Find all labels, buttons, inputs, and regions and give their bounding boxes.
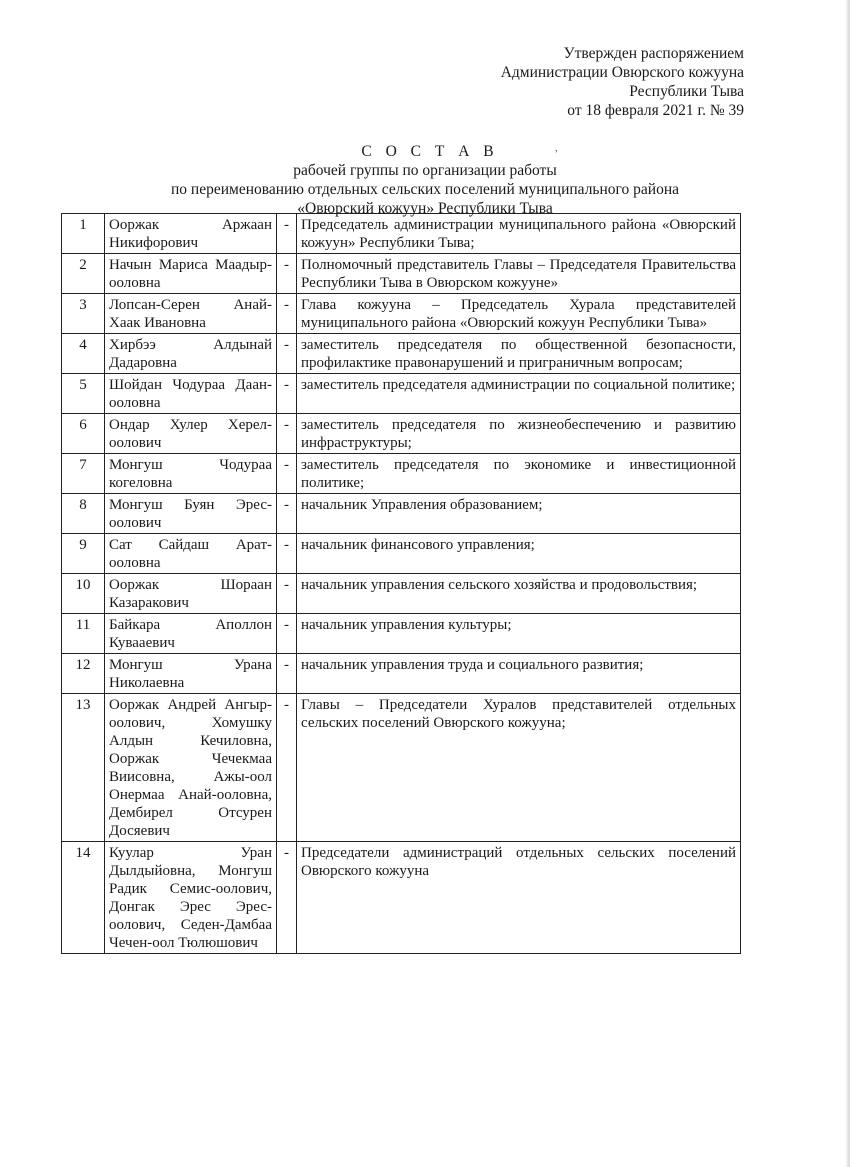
member-role: начальник управления труда и социального развития;	[297, 654, 741, 694]
member-role: Глава кожууна – Председатель Хурала представителей муниципального района «Овюрский кожуун Республики Тыва»	[297, 294, 741, 334]
member-role: Председатель администрации муниципального района «Овюрский кожуун» Республики Тыва;	[297, 214, 741, 254]
member-number: 4	[62, 334, 105, 374]
member-dash: -	[277, 454, 297, 494]
member-number: 2	[62, 254, 105, 294]
member-number: 13	[62, 694, 105, 842]
member-dash: -	[277, 294, 297, 334]
member-role: заместитель председателя администрации по социальной политике;	[297, 374, 741, 414]
member-dash: -	[277, 414, 297, 454]
member-name: Байкара Аполлон Кувааевич	[105, 614, 277, 654]
title-line-2: по переименованию отдельных сельских поселений муниципального района	[171, 181, 679, 198]
member-number: 8	[62, 494, 105, 534]
member-dash: -	[277, 694, 297, 842]
member-number: 11	[62, 614, 105, 654]
table-row	[62, 654, 741, 694]
table-row	[62, 214, 741, 254]
member-dash: -	[277, 842, 297, 954]
member-name: Хирбээ Алдынай Дадаровна	[105, 334, 277, 374]
approval-line-4: от 18 февраля 2021 г. № 39	[567, 102, 744, 119]
approval-line-1: Утвержден распоряжением	[563, 45, 744, 62]
table-row	[62, 614, 741, 654]
member-number: 12	[62, 654, 105, 694]
member-number: 6	[62, 414, 105, 454]
member-number: 10	[62, 574, 105, 614]
member-role: заместитель председателя по общественной безопасности, профилактике правонарушений и приграничным вопросам;	[297, 334, 741, 374]
document-title	[0, 142, 850, 218]
title-line-3: «Овюрский кожуун» Республики Тыва	[297, 200, 553, 217]
approval-line-2: Администрации Овюрского кожууна	[500, 64, 744, 81]
member-number: 9	[62, 534, 105, 574]
members-table-body	[62, 214, 741, 954]
member-name: Ооржак Аржаан Никифорович	[105, 214, 277, 254]
table-row	[62, 334, 741, 374]
member-name: Ооржак Андрей Ангыр-оолович, Хомушку Алдын Кечиловна, Ооржак Чечекмаа Виисовна, Ажы-оол Онермаа Анай-ооловна, Дембирел Отсурен Досяевич	[105, 694, 277, 842]
table-row	[62, 494, 741, 534]
table-row	[62, 842, 741, 954]
member-role: заместитель председателя по жизнеобеспечению и развитию инфраструктуры;	[297, 414, 741, 454]
member-name: Монгуш Урана Николаевна	[105, 654, 277, 694]
title-heading: С О С Т А В	[361, 143, 499, 160]
table-row	[62, 534, 741, 574]
member-number: 7	[62, 454, 105, 494]
member-role: начальник управления культуры;	[297, 614, 741, 654]
member-name: Монгуш Буян Эрес-оолович	[105, 494, 277, 534]
members-table	[61, 213, 741, 954]
member-dash: -	[277, 214, 297, 254]
member-number: 5	[62, 374, 105, 414]
table-row	[62, 374, 741, 414]
member-role: начальник управления сельского хозяйства и продовольствия;	[297, 574, 741, 614]
member-role: Председатели администраций отдельных сельских поселений Овюрского кожууна	[297, 842, 741, 954]
approval-line-3: Республики Тыва	[629, 83, 744, 100]
table-row	[62, 694, 741, 842]
member-name: Монгуш Чодураа когеловна	[105, 454, 277, 494]
member-name: Сат Сайдаш Арат-ооловна	[105, 534, 277, 574]
stray-mark: ,	[555, 142, 558, 154]
table-row	[62, 414, 741, 454]
member-role: Главы – Председатели Хуралов представителей отдельных сельских поселений Овюрского кожууна;	[297, 694, 741, 842]
member-role: заместитель председателя по экономике и инвестиционной политике;	[297, 454, 741, 494]
member-dash: -	[277, 374, 297, 414]
member-name: Ондар Хулер Херел-оолович	[105, 414, 277, 454]
member-dash: -	[277, 494, 297, 534]
member-dash: -	[277, 534, 297, 574]
member-name: Ооржак Шораан Казаракович	[105, 574, 277, 614]
member-name: Начын Мариса Маадыр-ооловна	[105, 254, 277, 294]
member-number: 14	[62, 842, 105, 954]
title-line-1: рабочей группы по организации работы	[293, 162, 557, 179]
member-dash: -	[277, 614, 297, 654]
approval-stamp	[424, 44, 744, 120]
member-number: 1	[62, 214, 105, 254]
table-row	[62, 454, 741, 494]
member-name: Лопсан-Серен Анай-Хаак Ивановна	[105, 294, 277, 334]
member-name: Куулар Уран Дылдыйовна, Монгуш Радик Семис-оолович, Донгак Эрес Эрес-оолович, Седен-Дамбаа Чечен-оол Тюлюшович	[105, 842, 277, 954]
member-dash: -	[277, 654, 297, 694]
member-dash: -	[277, 254, 297, 294]
table-row	[62, 294, 741, 334]
table-row	[62, 574, 741, 614]
member-role: начальник Управления образованием;	[297, 494, 741, 534]
member-role: начальник финансового управления;	[297, 534, 741, 574]
member-role: Полномочный представитель Главы – Председателя Правительства Республики Тыва в Овюрском кожууне»	[297, 254, 741, 294]
member-dash: -	[277, 574, 297, 614]
table-row	[62, 254, 741, 294]
member-dash: -	[277, 334, 297, 374]
member-number: 3	[62, 294, 105, 334]
member-name: Шойдан Чодураа Даан-ооловна	[105, 374, 277, 414]
